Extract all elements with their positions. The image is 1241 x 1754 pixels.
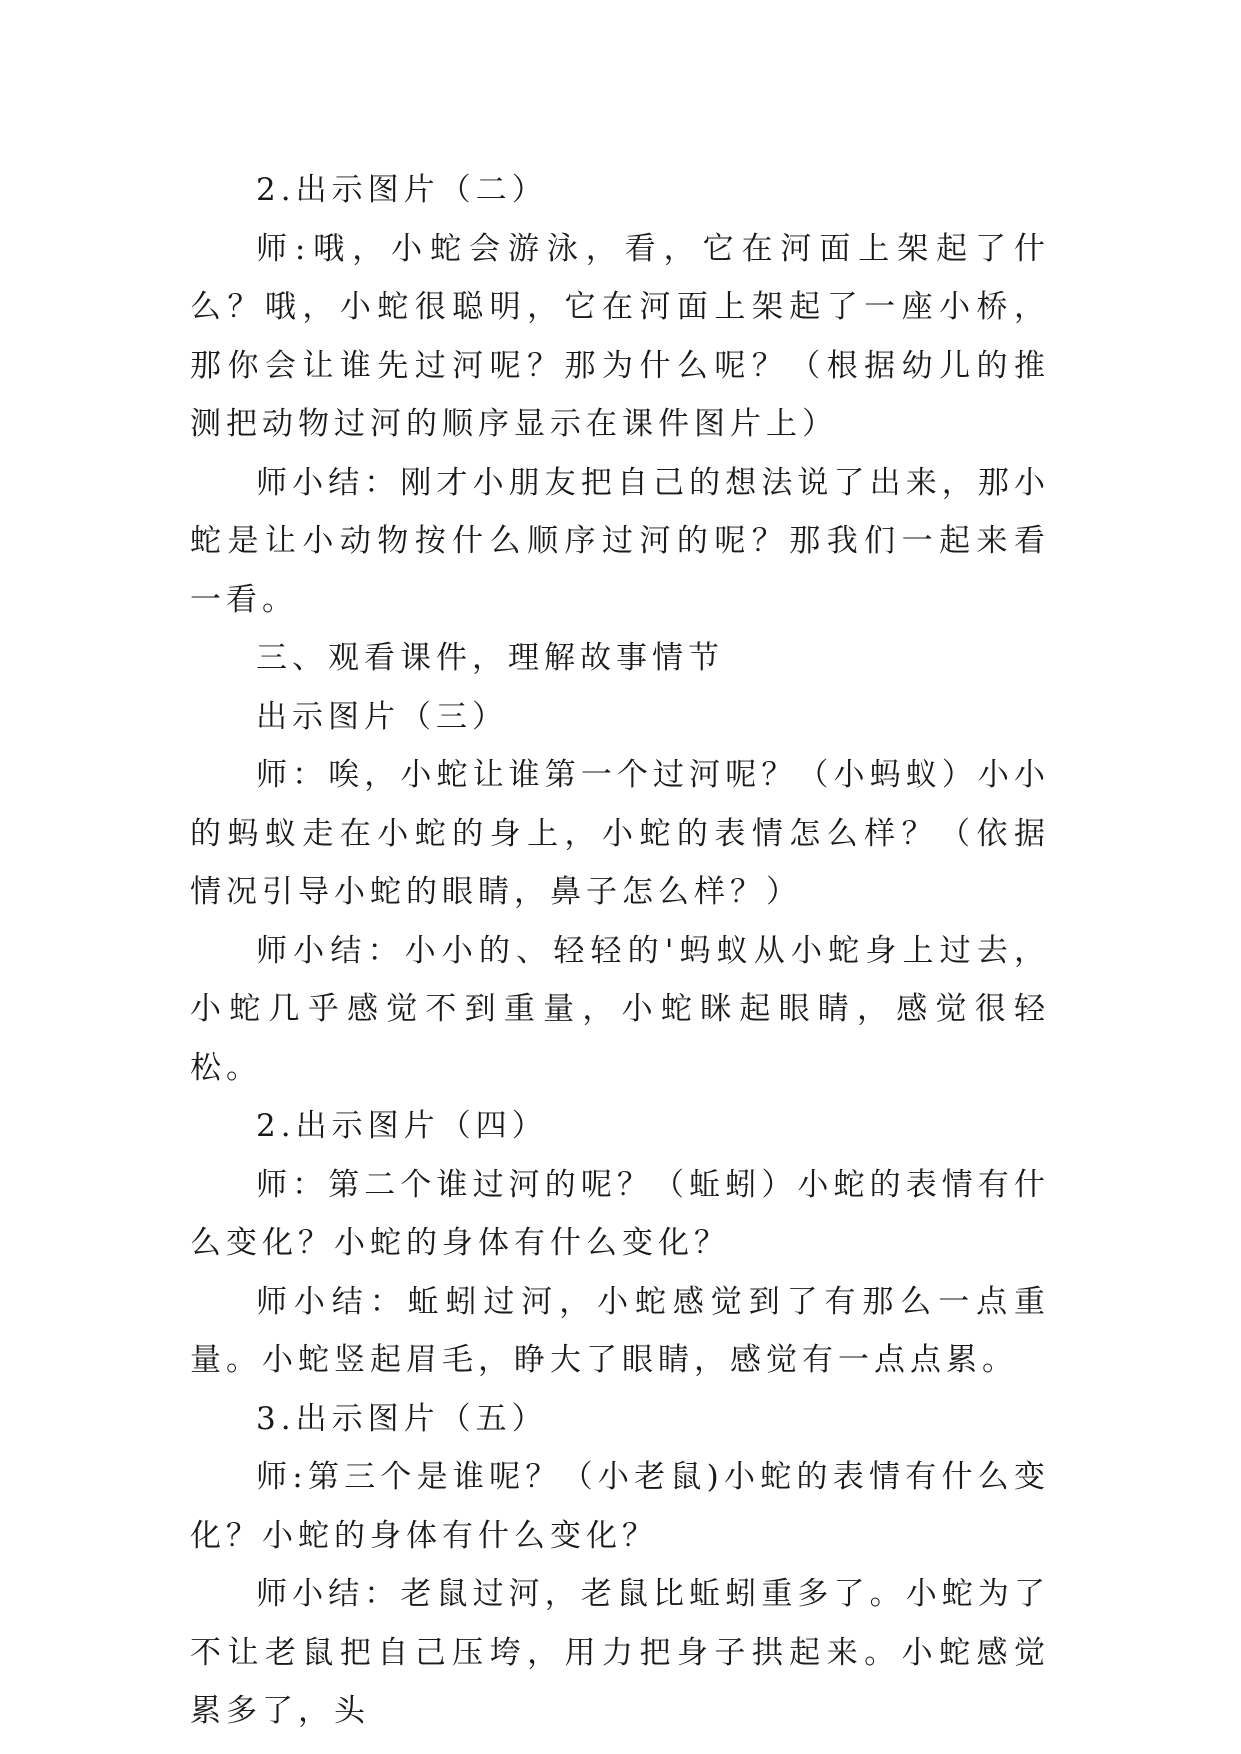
paragraph-teacher-question-mouse: 师:第三个是谁呢？（小老鼠)小蛇的表情有什么变化？小蛇的身体有什么变化？ [190,1459,1050,1554]
document-body [190,161,1050,1741]
paragraph-teacher-question-earthworm: 师：第二个谁过河的呢？（蚯蚓）小蛇的表情有什么变化？小蛇的身体有什么变化？ [190,1166,1050,1261]
paragraph-teacher-question-ant: 师：唉，小蛇让谁第一个过河呢？（小蚂蚁）小小的蚂蚁走在小蛇的身上，小蛇的表情怎么样？（依据情况引导小蛇的眼睛，鼻子怎么样？） [190,757,1050,910]
paragraph-teacher-summary-earthworm: 师小结：蚯蚓过河，小蛇感觉到了有那么一点重量。小蛇竖起眉毛，睁大了眼睛，感觉有一点点累。 [190,1283,1050,1378]
paragraph-heading-picture-4: 2.出示图片（四） [256,1108,548,1144]
paragraph-heading-picture-2: 2.出示图片（二） [256,172,548,208]
paragraph-teacher-question-bridge: 师:哦，小蛇会游泳，看，它在河面上架起了什么？哦，小蛇很聪明，它在河面上架起了一座小桥，那你会让谁先过河呢？那为什么呢？（根据幼儿的推测把动物过河的顺序显示在课件图片上） [190,230,1050,442]
paragraph-heading-picture-3: 出示图片（三） [256,698,508,735]
paragraph-heading-picture-5: 3.出示图片（五） [256,1400,548,1437]
paragraph-teacher-summary-ant: 师小结：小小的、轻轻的'蚂蚁从小蛇身上过去，小蛇几乎感觉不到重量，小蛇眯起眼睛，感觉很轻松。 [190,932,1050,1086]
paragraph-teacher-summary-mouse: 师小结：老鼠过河，老鼠比蚯蚓重多了。小蛇为了不让老鼠把自己压垮，用力把身子拱起来。小蛇感觉累多了，头 [190,1576,1050,1729]
section-heading-watch-courseware: 三、观看课件，理解故事情节 [256,640,724,676]
paragraph-teacher-summary-order: 师小结：刚才小朋友把自己的想法说了出来，那小蛇是让小动物按什么顺序过河的呢？那我们一起来看一看。 [190,464,1050,618]
